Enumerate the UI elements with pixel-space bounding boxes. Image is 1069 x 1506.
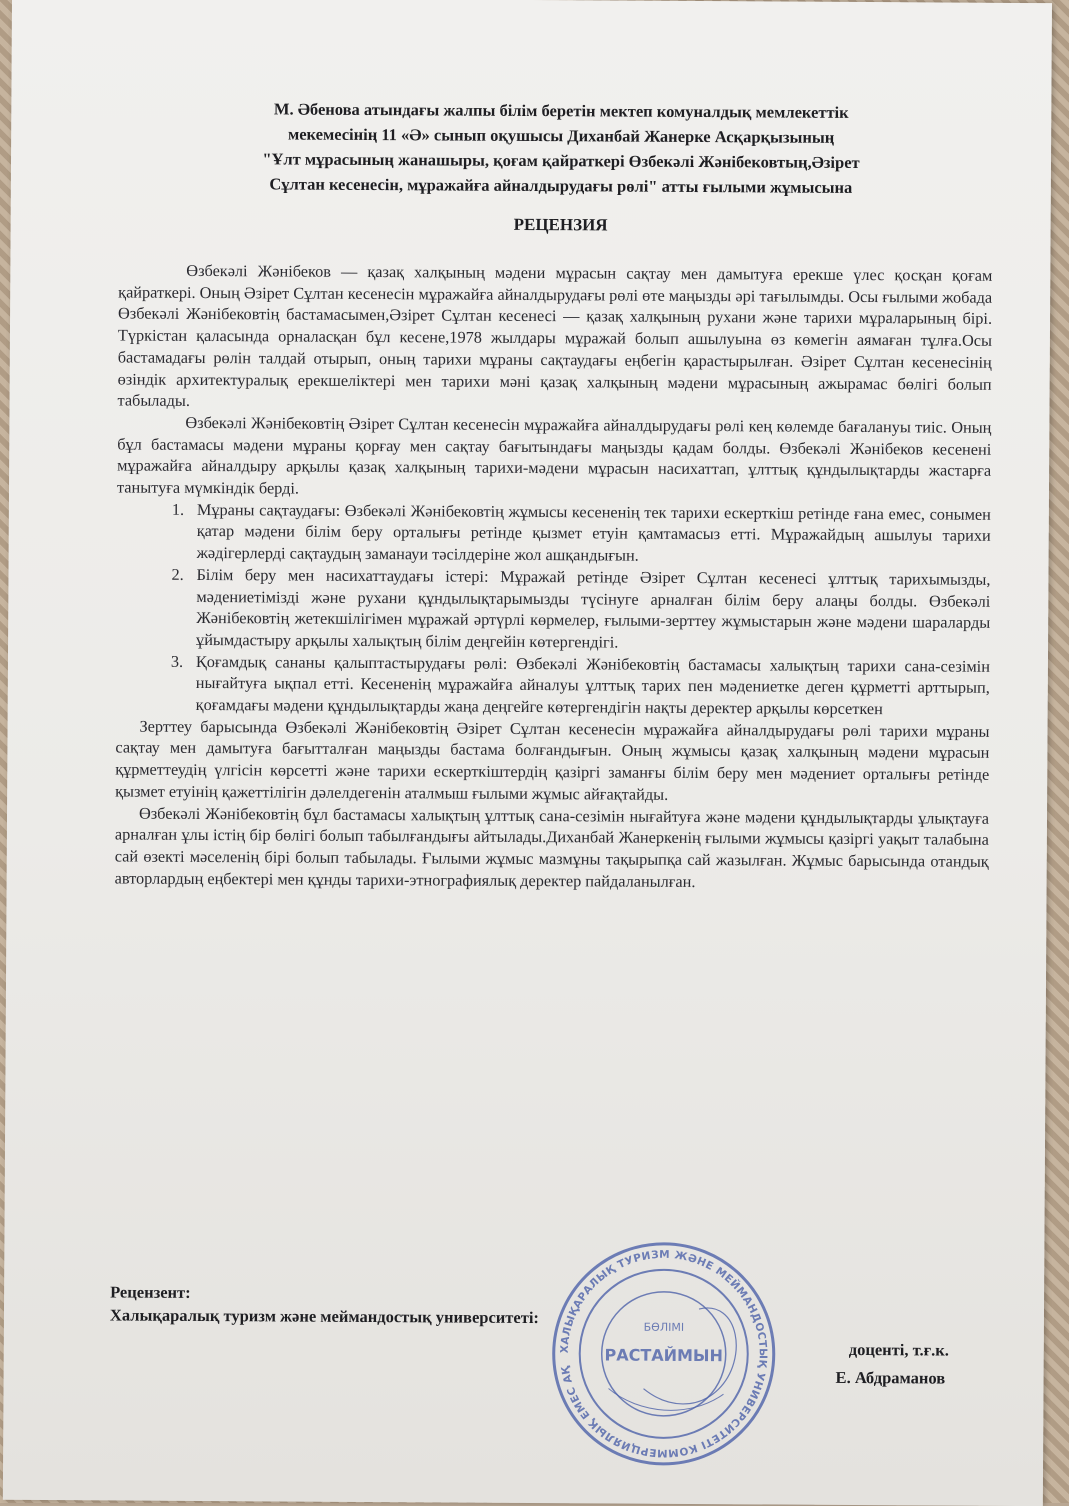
list-text: Мұраны сақтаудағы: Өзбекәлі Жәнібековтің жұмысы кесененің тек тарихи ескерткіш ретінде ғана емес, сонымен қатар мәдени білім беру орталығы ретінде қызмет етуін қамтамасыз етті. Мұражайдың ашылуы тарихи жәдігерлерді сақтаудың заманауи тәсілдеріне жол ашқандығын. [196,499,991,565]
stamp-inner-text: БӨЛІМІ [643,1320,685,1334]
list-item [117,498,991,568]
reviewer-position: доценті, т.ғ.к. [848,1339,949,1360]
list-text: Білім беру мен насихаттаудағы істері: Мұражай ретінде Әзірет Сұлтан кесенесі ұлттық тарихымызды, мәдениетімізді және рухани құндылықтарымызды түсінуге арналған білім беру алаңы болды. Өзбекәлі Жәнібековтің жетекшілігімен мұражай әртүрлі көрмелер, ғылыми-зерттеу жұмыстарын және мәдени шараларды ұйымдастыру арқылы халықтың білім деңгейін көтергендігі. [196,564,991,652]
list-number: 2. [171,564,184,584]
header-line: мекемесінің 11 «Ә» сынып оқушысы Диханбай Жанерке Асқарқызының [287,124,835,147]
header-line: М. Әбенова атындағы жалпы білім беретін мектеп комуналдық мемлекеттік [273,99,849,122]
list-item [116,650,990,720]
document-body [115,259,993,894]
list-number: 3. [170,651,184,671]
official-stamp-icon [548,1238,779,1469]
stamp-center-text: РАСТАЙМЫН [604,1345,723,1366]
list-number: 1. [171,499,185,519]
document-title: РЕЦЕНЗИЯ [513,214,608,235]
list-text: Қоғамдық сананы қалыптастырудағы рөлі: Өзбекәлі Жәнібековтің бастамасы халықтың тарихи сана-сезімін нығайтуға ықпал етті. Кесененің мұражайға айналуы ұлттық тарих пен мәдениетке деген құрметті арттырып, қоғамдағы мәдени құндылықтарды жаңа деңгейге көтергендігін нақты деректер арқылы көрсеткен [195,651,990,719]
list-item [116,563,991,655]
header-line: "Ұлт мұрасының жанашыры, қоғам қайраткері Өзбекәлі Жәнібековтың,Әзірет [262,149,860,173]
paragraph: Зерттеу барысында Өзбекәлі Жәнібековтің Әзірет Сұлтан кесенесін мұражайға айналдырудағы рөлі тарихи мұраны сақтау мен дамытуға бағытталған маңызды бастама болғандығын. Оның жұмысы қазақ халқының мәдени мұрасын құрметтеудің үлгісін көрсетті және тарихи ескерткіштердің қазіргі заманғы білім беру мен мәдениет орталығы ретінде қызмет етуінің қажеттілігін дәлелдегенін аталмыш ғылыми жұмыс айғақтайды. [115,716,990,804]
document-page [3,0,1052,1506]
document-header [151,96,972,201]
paragraph: Өзбекәлі Жәнібеков — қазақ халқының мәдени мұрасын сақтау мен дамытуға ерекше үлес қосқан қоғам қайраткері. Оның Әзірет Сұлтан кесенесін мұражайға айналдырудағы рөлі өте маңызды әрі тағылымды. Осы ғылыми жобада Өзбекәлі Жәнібековтің бастамасымен,Әзірет Сұлтан кесенесі — қазақ халқының рухани және тарихи мұраларының бірі. Түркістан қаласында орналасқан бұл кесене,1978 жылдары мұражай болып ашылуына өз көмегін аямаған тұлға.Осы бастамадағы рөлін талдай отырып, оның тарихи мұраны сақтаудағы еңбегін қарастырылған. Әзірет Сұлтан кесенесінің өзіндік архитектуралық ерекшеліктері мен тарихи мәні қазақ халқының мәдени мұрасының ажырамас бөлігі болып табылады. [117,260,993,411]
header-line: Сұлтан кесенесін, мұражайға айналдырудағы рөлі" атты ғылыми жұмысына [269,174,853,197]
reviewer-label: Рецензент: [110,1282,191,1302]
reviewer-organization: Халықаралық туризм және меймандостық университеті: [109,1305,539,1328]
stamp-outer-text: ХАЛЫҚАРАЛЫҚ ТУРИЗМ ЖӘНЕ МЕЙМАНДОСТЫҚ УНИВЕРСИТЕТІ КОММЕРЦИЯЛЫҚ ЕМЕС АҚ [558,1248,769,1459]
paragraph: Өзбекәлі Жәнібековтің бұл бастамасы халықтың ұлттық сана-сезімін нығайтуға және мәдени құндылықтарды ұлықтауға арналған ұлы істің бір бөлігі болып табылғандығы айтылады.Диханбай Жанеркенің ғылыми жұмысы қазіргі уақыт талабына сай өзекті мәселенің бірі болып табылады. Ғылыми жұмыс мазмұны тақырыпқа сай жазылған. Жұмыс барысында отандық авторлардың еңбектері мен құнды тарихи-этнографиялық деректер пайдаланылған. [114,803,990,891]
paragraph: Өзбекәлі Жәнібековтің Әзірет Сұлтан кесенесін мұражайға айналдырудағы рөлі кең көлемде бағалануы тиіс. Оның бұл бастамасы мәдени мұраны қорғау мен сақтау бағытындағы маңызды қадам болды. Өзбекәлі Жәнібеков кесенені мұражайға айналдыру арқылы қазақ халқының тарихи-мәдени мұрасын насихаттап, ұлттық құндылықтарды жастарға танытуға мүмкіндік берді. [116,412,992,498]
reviewer-name: Е. Абдраманов [835,1367,946,1388]
numbered-list [116,498,991,720]
